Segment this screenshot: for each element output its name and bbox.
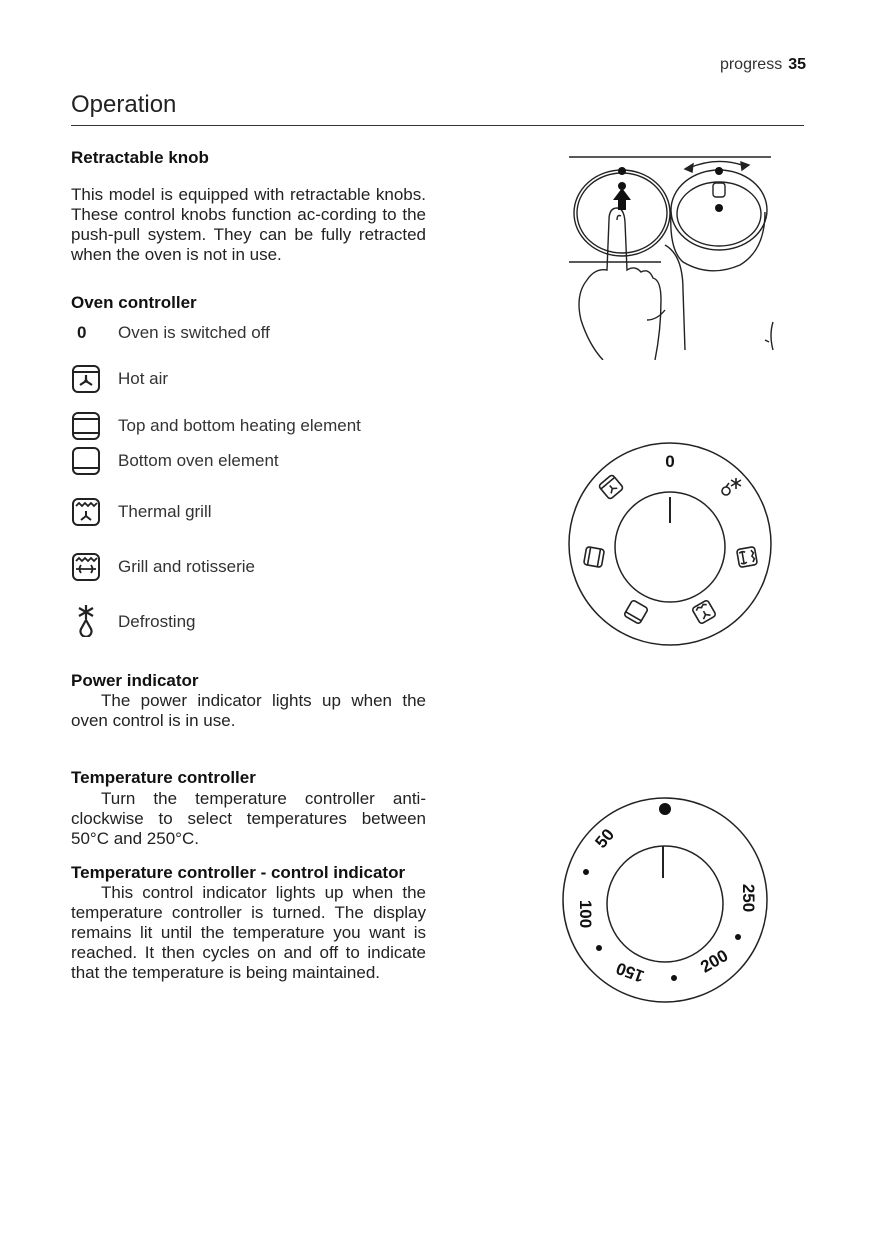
mode-label: Top and bottom heating element (118, 416, 361, 435)
off-symbol: 0 (77, 323, 87, 342)
temp-label-200: 200 (697, 945, 732, 977)
oven-controller-heading: Oven controller (71, 293, 197, 312)
temp-label-250: 250 (739, 883, 758, 913)
power-indicator-text: The power indicator lights up when the oven control is in use. (71, 691, 426, 730)
temp-label-50: 50 (591, 825, 619, 852)
temp-indicator-text: This control indicator lights up when the temperature controller is turned. The display remains lit until the temperature you want is reached. It then cycles on and off to indicate that the temperature is being maintained. (71, 883, 426, 982)
hot-air-icon (598, 474, 623, 499)
defrost-icon (722, 478, 741, 495)
temperature-controller-heading: Temperature controller (71, 768, 256, 787)
bottom-heat-icon (624, 600, 649, 625)
mode-row-defrost (71, 607, 491, 641)
mode-row-off (71, 318, 491, 352)
hot-air-icon (71, 364, 101, 394)
title-rule (71, 125, 804, 126)
mode-row-hot-air (71, 364, 491, 398)
mode-label: Grill and rotisserie (118, 557, 255, 576)
temp-label-150: 150 (613, 958, 647, 986)
mode-label: Defrosting (118, 612, 196, 631)
mode-label: Hot air (118, 369, 169, 388)
mode-label: Bottom oven element (118, 451, 279, 470)
brand-name: progress (719, 56, 783, 73)
bottom-heat-icon (71, 446, 101, 476)
mode-row-top-bottom (71, 411, 491, 445)
page-header (0, 56, 806, 74)
grill-rotisserie-icon (737, 547, 758, 568)
mode-row-bottom (71, 446, 491, 480)
mode-label: Oven is switched off (118, 323, 270, 342)
retractable-knob-illustration (565, 150, 780, 360)
thermal-grill-icon (692, 600, 717, 625)
thermal-grill-icon (71, 497, 101, 527)
defrost-icon (71, 603, 101, 637)
mode-row-grill-rotisserie (71, 552, 491, 586)
page-title: Operation (71, 91, 177, 118)
temp-indicator-heading: Temperature controller - control indicator (71, 863, 406, 882)
temperature-controller-text: Turn the temperature controller anti-clockwise to select temperatures between 50°C and 250°C. (71, 789, 426, 848)
oven-dial-zero-label: 0 (665, 452, 675, 471)
temp-label-100: 100 (576, 899, 595, 929)
oven-function-dial (565, 440, 780, 655)
grill-rotisserie-icon (71, 552, 101, 582)
page-number: 35 (788, 56, 806, 73)
temperature-dial (555, 790, 780, 1010)
mode-label: Thermal grill (118, 502, 212, 521)
power-indicator-heading: Power indicator (71, 671, 199, 690)
top-bottom-heat-icon (584, 547, 605, 568)
retractable-heading: Retractable knob (71, 148, 209, 167)
retractable-text: This model is equipped with retractable knobs. These control knobs function ac-cording to the push-pull system. They can be fully retracted when the oven is not in use. (71, 185, 426, 264)
mode-row-thermal-grill (71, 497, 491, 531)
top-bottom-heat-icon (71, 411, 101, 441)
